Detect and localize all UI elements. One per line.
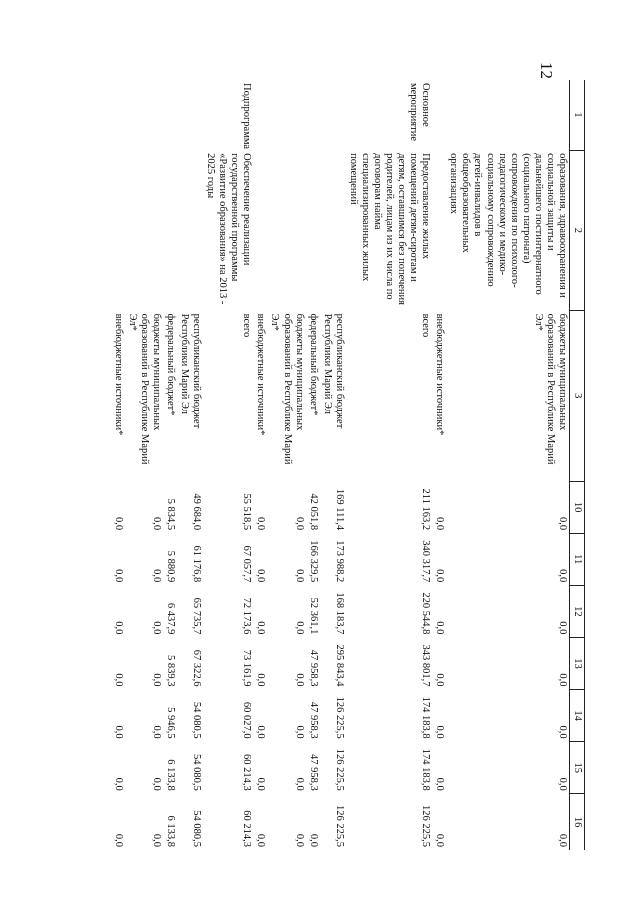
table-value-cell: 0,0 <box>150 569 162 583</box>
table-cell-c1 <box>306 80 320 150</box>
table-value-cell: 126 225,5 <box>333 696 345 739</box>
table-row <box>125 80 163 850</box>
table-value-cell: 0,0 <box>556 725 568 739</box>
table-row <box>446 80 569 850</box>
table-value-cell: 168 183,7 <box>333 592 345 635</box>
table-value-cell: 67 057,7 <box>241 545 253 583</box>
table-row <box>203 80 253 850</box>
table-value-cell: 0,0 <box>307 833 319 847</box>
table-cell-c1 <box>177 80 203 150</box>
table-cell-c3: внебюджетные источники* <box>112 313 124 436</box>
table-cell-c3: бюджеты муниципальных образований в Республике Марий Эл* <box>532 313 568 465</box>
table-cell-c2 <box>111 150 125 310</box>
table-value-cell: 0,0 <box>293 517 305 531</box>
table-value-cell: 173 988,2 <box>333 540 345 583</box>
table-cell-c2 <box>320 150 346 310</box>
table-value-cell: 0,0 <box>112 621 124 635</box>
table-value-cell: 0,0 <box>434 777 446 791</box>
table-cell-c2 <box>125 150 163 310</box>
table-value-cell: 0,0 <box>112 833 124 847</box>
rotated-table-container <box>100 80 585 850</box>
table-value-cell: 295 843,4 <box>333 644 345 687</box>
table-value-cell: 73 161,9 <box>241 649 253 687</box>
table-cell-c3: внебюджетные источники* <box>255 313 267 436</box>
column-header: 2 <box>569 150 584 310</box>
table-value-cell: 0,0 <box>150 725 162 739</box>
table-value-cell: 211 163,2 <box>420 488 432 531</box>
table-cell-c1 <box>446 80 569 150</box>
table-cell-c1 <box>253 80 267 150</box>
table-cell-c1 <box>125 80 163 150</box>
column-header: 10 <box>569 481 584 533</box>
table-value-cell: 0,0 <box>556 673 568 687</box>
table-value-cell: 0,0 <box>434 621 446 635</box>
table-value-cell: 0,0 <box>556 777 568 791</box>
table-cell-c3: бюджеты муниципальных образований в Республике Марий Эл* <box>269 313 305 465</box>
table-value-cell: 65 735,7 <box>191 597 203 635</box>
table-value-cell: 0,0 <box>150 833 162 847</box>
table-value-cell: 5 946,5 <box>165 707 176 739</box>
table-cell-c2 <box>177 150 203 310</box>
table-cell-c2: Обеспечение реализации государственной программы «Развитие образования» на 2013 - 2025 годы <box>205 153 253 305</box>
table-value-cell: 0,0 <box>434 517 446 531</box>
table-value-cell: 54 080,5 <box>191 701 203 739</box>
table-value-cell: 72 173,6 <box>241 597 253 635</box>
table-cell-c3: внебюджетные источники* <box>434 313 446 436</box>
table-value-cell: 6 133,8 <box>165 815 176 847</box>
table-value-cell: 166 329,5 <box>307 540 319 583</box>
table-value-cell: 0,0 <box>150 517 162 531</box>
table-row <box>346 80 432 850</box>
table-row <box>320 80 346 850</box>
table-value-cell: 60 027,0 <box>241 701 253 739</box>
table-value-cell: 174 183,8 <box>420 696 432 739</box>
table-value-cell: 0,0 <box>150 777 162 791</box>
table-value-cell: 126 225,5 <box>333 805 345 847</box>
table-value-cell: 49 684,0 <box>191 493 203 531</box>
table-value-cell: 47 958,3 <box>307 754 319 791</box>
table-cell-c3: республиканский бюджет Республики Марий Эл <box>321 313 345 429</box>
table-value-cell: 61 176,8 <box>191 545 203 583</box>
table-cell-c3: бюджеты муниципальных образований в Республике Марий Эл* <box>126 313 162 465</box>
table-value-cell: 54 080,5 <box>191 754 203 791</box>
table-value-cell: 169 111,4 <box>333 488 345 531</box>
table-value-cell: 0,0 <box>255 833 267 847</box>
table-value-cell: 42 051,8 <box>307 493 319 531</box>
table-value-cell: 220 544,8 <box>420 592 432 635</box>
table-row <box>177 80 203 850</box>
table-value-cell: 0,0 <box>255 725 267 739</box>
table-row <box>267 80 305 850</box>
table-header-row <box>569 80 584 850</box>
table-value-cell: 0,0 <box>556 621 568 635</box>
column-header: 3 <box>569 311 584 481</box>
table-value-cell: 126 225,5 <box>333 748 345 791</box>
table-cell-c2 <box>267 150 305 310</box>
table-cell-c2 <box>432 150 446 310</box>
table-cell-c1 <box>111 80 125 150</box>
table-value-cell: 0,0 <box>112 725 124 739</box>
table-value-cell: 60 214,3 <box>241 754 253 791</box>
table-cell-c3: всего <box>420 313 432 338</box>
table-value-cell: 0,0 <box>150 673 162 687</box>
table-value-cell: 0,0 <box>112 777 124 791</box>
table-value-cell: 0,0 <box>255 569 267 583</box>
table-value-cell: 0,0 <box>293 569 305 583</box>
table-value-cell: 5 880,9 <box>165 550 176 583</box>
table-value-cell: 67 322,6 <box>191 649 203 687</box>
table-row <box>253 80 267 850</box>
table-value-cell: 0,0 <box>255 517 267 531</box>
table-value-cell: 47 958,3 <box>307 701 319 739</box>
table-row <box>432 80 446 850</box>
table-value-cell: 5 839,3 <box>165 655 176 687</box>
table-value-cell: 5 834,5 <box>165 498 176 531</box>
table-cell-c2: Предоставление жилых помещений детям-сиротам и детям, оставшимся без попечения родителей, лицам из их числа по договорам найма специализированных жилых помещений <box>347 153 432 305</box>
column-header: 13 <box>569 637 584 689</box>
table-value-cell: 0,0 <box>556 569 568 583</box>
table-value-cell: 6 437,9 <box>165 602 176 635</box>
budget-table <box>111 80 585 850</box>
table-cell-c1 <box>163 80 177 150</box>
table-value-cell: 0,0 <box>293 673 305 687</box>
table-value-cell: 52 361,1 <box>307 597 319 635</box>
table-cell-c1: Основное мероприятие <box>408 83 432 141</box>
table-value-cell: 0,0 <box>434 569 446 583</box>
table-value-cell: 6 133,8 <box>165 759 176 791</box>
table-value-cell: 0,0 <box>112 569 124 583</box>
table-value-cell: 54 080,5 <box>191 810 203 847</box>
table-value-cell: 0,0 <box>434 673 446 687</box>
table-cell-c1 <box>320 80 346 150</box>
table-value-cell: 340 317,7 <box>420 540 432 583</box>
table-row <box>306 80 320 850</box>
table-cell-c2 <box>306 150 320 310</box>
table-value-cell: 0,0 <box>112 673 124 687</box>
table-value-cell: 343 801,7 <box>420 644 432 687</box>
table-cell-c2 <box>253 150 267 310</box>
table-cell-c1 <box>432 80 446 150</box>
page-number: 12 <box>537 62 556 79</box>
table-value-cell: 0,0 <box>112 517 124 531</box>
table-value-cell: 0,0 <box>556 833 568 847</box>
table-cell-c3: федеральный бюджет* <box>165 313 176 416</box>
table-value-cell: 0,0 <box>150 621 162 635</box>
table-value-cell: 0,0 <box>293 833 305 847</box>
table-value-cell: 0,0 <box>556 517 568 531</box>
table-value-cell: 0,0 <box>255 673 267 687</box>
table-cell-c2 <box>163 150 177 310</box>
table-value-cell: 55 518,5 <box>241 493 253 531</box>
table-value-cell: 47 958,3 <box>307 649 319 687</box>
table-value-cell: 0,0 <box>255 621 267 635</box>
column-header: 12 <box>569 585 584 637</box>
table-value-cell: 0,0 <box>293 621 305 635</box>
column-header: 15 <box>569 742 584 794</box>
table-body <box>111 80 570 850</box>
column-header: 14 <box>569 690 584 742</box>
table-value-cell: 0,0 <box>255 777 267 791</box>
table-cell-c1 <box>267 80 305 150</box>
column-header: 1 <box>569 80 584 150</box>
table-cell-c2: образования, здравоохранения и социальной защиты и дальнейшего постинтернатного (социального патроната) сопровождения по психолого-педагогическому и медико-социальному сопровождению детей-инвалидов в общеобразовательных организациях <box>448 153 568 298</box>
column-header: 11 <box>569 533 584 585</box>
table-cell-c3: всего <box>241 313 253 338</box>
table-value-cell: 0,0 <box>434 833 446 847</box>
table-value-cell: 0,0 <box>434 725 446 739</box>
table-value-cell: 174 183,8 <box>420 748 432 791</box>
table-row <box>111 80 125 850</box>
table-cell-c3: республиканский бюджет Республики Марий Эл <box>179 313 203 429</box>
table-cell-c3: федеральный бюджет* <box>307 313 319 416</box>
column-header: 16 <box>569 794 584 850</box>
table-value-cell: 126 225,5 <box>420 805 432 847</box>
table-value-cell: 0,0 <box>293 725 305 739</box>
table-value-cell: 60 214,3 <box>241 810 253 847</box>
table-value-cell: 0,0 <box>293 777 305 791</box>
table-cell-c1: Подпрограмма <box>241 83 253 150</box>
table-row <box>163 80 177 850</box>
